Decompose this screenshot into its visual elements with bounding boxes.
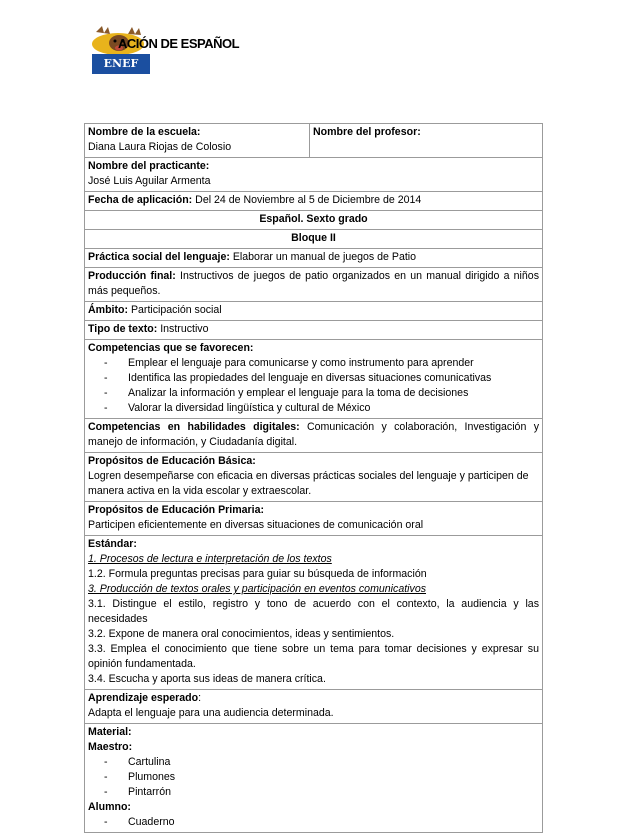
competencies-row <box>85 340 543 419</box>
scope-value: Participación social <box>130 304 222 316</box>
competencies-list <box>88 356 539 416</box>
plan-table <box>84 123 543 833</box>
standard-heading-3: 3. Producción de textos orales y participación en eventos comunicativos <box>88 583 427 595</box>
teacher-materials-list <box>88 755 539 800</box>
product-value: Instructivos de juegos de patio organizados en un manual dirigido a niños más pequeños. <box>88 270 539 297</box>
school-cell <box>85 124 310 158</box>
digital-value: Comunicación y colaboración, Investigación y manejo de información, y Ciudadanía digital. <box>88 421 539 448</box>
list-item: - Emplear el lenguaje para comunicarse y como instrumento para aprender <box>104 356 539 371</box>
practice-label: Práctica social del lenguaje: <box>88 251 230 263</box>
school-value: Diana Laura Riojas de Colosio <box>88 141 232 153</box>
standard-3-1: 3.1. Distingue el estilo, registro y tono de acuerdo con el contexto, la audiencia y las necesidades <box>88 598 539 625</box>
scope-cell <box>85 302 543 321</box>
list-item: - Plumones <box>104 770 539 785</box>
standard-row <box>85 536 543 690</box>
basic-purposes-value: Logren desempeñarse con eficacia en diversas prácticas sociales del lenguaje y participen de manera activa en la vida escolar y extraescolar. <box>88 470 529 497</box>
learning-label: Aprendizaje esperado <box>88 692 199 704</box>
digital-label: Competencias en habilidades digitales: <box>88 421 300 433</box>
subject-title: Español. Sexto grado <box>85 211 543 230</box>
basic-purposes-cell <box>85 453 543 502</box>
standard-heading-1: 1. Procesos de lectura e interpretación de los textos <box>88 553 332 565</box>
material-row <box>85 724 543 833</box>
material-label: Material: <box>88 726 132 738</box>
primary-purposes-value: Participen eficientemente en diversas situaciones de comunicación oral <box>88 519 424 531</box>
block-title: Bloque II <box>85 230 543 249</box>
product-cell <box>85 268 543 302</box>
standard-label: Estándar: <box>88 538 137 550</box>
list-item: - Cuaderno <box>104 815 539 830</box>
student-materials-list <box>88 815 539 830</box>
school-row <box>85 124 543 158</box>
logo-label: ENEF <box>92 54 150 74</box>
list-item: - Cartulina <box>104 755 539 770</box>
block-row <box>85 230 543 249</box>
text-type-cell <box>85 321 543 340</box>
school-label: Nombre de la escuela: <box>88 126 201 138</box>
date-label: Fecha de aplicación: <box>88 194 193 206</box>
practice-row <box>85 249 543 268</box>
competencies-cell <box>85 340 543 419</box>
trainee-cell <box>85 158 543 192</box>
page-title: ACIÓN DE ESPAÑOL <box>118 36 240 51</box>
date-row <box>85 192 543 211</box>
list-item: - Identifica las propiedades del lenguaje en diversas situaciones comunicativas <box>104 371 539 386</box>
competencies-label: Competencias que se favorecen: <box>88 342 254 354</box>
primary-purposes-cell <box>85 502 543 536</box>
learning-row <box>85 690 543 724</box>
date-cell <box>85 192 543 211</box>
learning-colon: : <box>198 692 202 704</box>
teacher-label: Nombre del profesor: <box>313 126 421 138</box>
practice-cell <box>85 249 543 268</box>
digital-row <box>85 419 543 453</box>
list-item: - Pintarrón <box>104 785 539 800</box>
subject-row <box>85 211 543 230</box>
teacher-cell <box>310 124 543 158</box>
material-student-label: Alumno: <box>88 801 131 813</box>
trainee-value: José Luis Aguilar Armenta <box>88 175 211 187</box>
learning-value: Adapta el lenguaje para una audiencia determinada. <box>88 707 334 719</box>
learning-cell <box>85 690 543 724</box>
product-row <box>85 268 543 302</box>
practice-value: Elaborar un manual de juegos de Patio <box>232 251 417 263</box>
material-teacher-label: Maestro: <box>88 741 133 753</box>
basic-purposes-label: Propósitos de Educación Básica: <box>88 455 256 467</box>
list-item: - Analizar la información y emplear el lenguaje para la toma de decisiones <box>104 386 539 401</box>
material-cell <box>85 724 543 833</box>
list-item: - Valorar la diversidad lingüística y cultural de México <box>104 401 539 416</box>
digital-cell <box>85 419 543 453</box>
standard-cell <box>85 536 543 690</box>
trainee-row <box>85 158 543 192</box>
primary-purposes-row <box>85 502 543 536</box>
text-type-row <box>85 321 543 340</box>
text-type-value: Instructivo <box>160 323 209 335</box>
text-type-label: Tipo de texto: <box>88 323 158 335</box>
trainee-label: Nombre del practicante: <box>88 160 210 172</box>
standard-3-2: 3.2. Expone de manera oral conocimientos, ideas y sentimientos. <box>88 628 395 640</box>
product-label: Producción final: <box>88 270 176 282</box>
scope-row <box>85 302 543 321</box>
basic-purposes-row <box>85 453 543 502</box>
standard-3-3: 3.3. Emplea el conocimiento que tiene sobre un tema para tomar decisiones y expresar su opinión fundamentada. <box>88 643 539 670</box>
primary-purposes-label: Propósitos de Educación Primaria: <box>88 504 265 516</box>
standard-3-4: 3.4. Escucha y aporta sus ideas de manera crítica. <box>88 673 326 685</box>
standard-1-2: 1.2. Formula preguntas precisas para guiar su búsqueda de información <box>88 568 427 580</box>
scope-label: Ámbito: <box>88 304 129 316</box>
date-value: Del 24 de Noviembre al 5 de Diciembre de 2014 <box>195 194 422 206</box>
